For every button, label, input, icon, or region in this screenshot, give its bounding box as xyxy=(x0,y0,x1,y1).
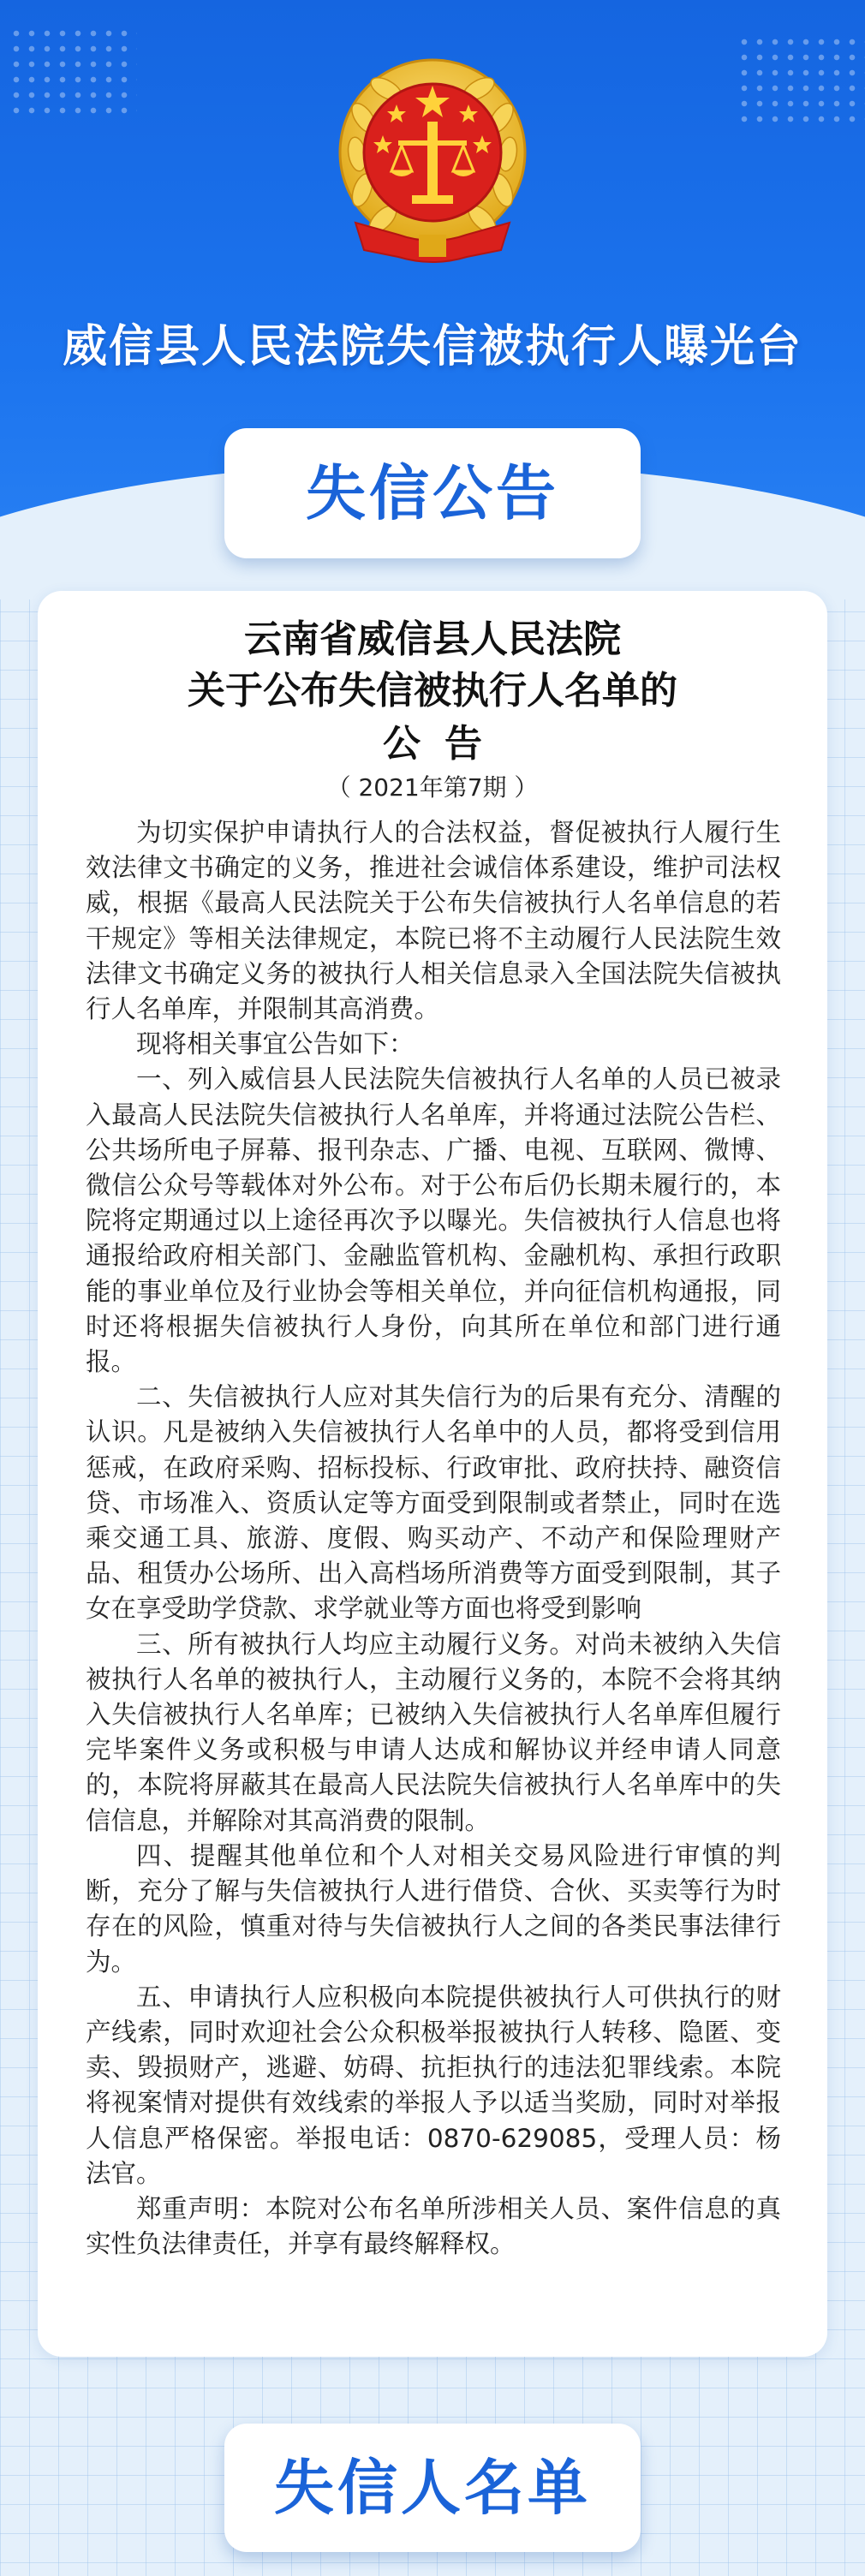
paragraph: 三、所有被执行人均应主动履行义务。对尚未被纳入失信被执行人名单的被执行人，主动履行义务的，本院不会将其纳入失信被执行人名单库；已被纳入失信被执行人名单库但履行完毕案件义务或积极与申请人达成和解协议并经申请人同意的，本院将屏蔽其在最高人民法院失信被执行人名单库中的失信信息，并解除对其高消费的限制。 xyxy=(86,1629,781,1835)
paragraph: 郑重声明：本院对公布名单所涉相关人员、案件信息的真实性负法律责任，并享有最终解释权。 xyxy=(86,2193,781,2259)
paragraph: 二、失信被执行人应对其失信行为的后果有充分、清醒的认识。凡是被纳入失信被执行人名单中的人员，都将受到信用惩戒，在政府采购、招标投标、行政审批、政府扶持、融资信贷、市场准入、资质认定等方面受到限制或者禁止，同时在选乘交通工具、旅游、度假、购买动产、不动产和保险理财产品、租赁办公场所、出入高档场所消费等方面受到限制，其子女在享受助学贷款、求学就业等方面也将受到影响 xyxy=(86,1382,781,1624)
paragraph: 为切实保护申请执行人的合法权益，督促被执行人履行生效法律文书确定的义务，推进社会诚信体系建设，维护司法权威，根据《最高人民法院关于公布失信被执行人名单信息的若干规定》等相关法律规定，本院已将不主动履行人民法院生效法律文书确定义务的被执行人相关信息录入全国法院失信被执行人名单库，并限制其高消费。 xyxy=(86,818,781,1024)
paragraph: 五、申请执行人应积极向本院提供被执行人可供执行的财产线索，同时欢迎社会公众积极举报被执行人转移、隐匿、变卖、毁损财产，逃避、妨碍、抗拒执行的违法犯罪线索。本院将视案情对提供有效线索的举报人予以适当奖励，同时对举报人信息严格保密。举报电话：0870-629085，受理人员：杨法官。 xyxy=(86,1982,781,2188)
issue-number: （ 2021年第7期 ） xyxy=(326,773,539,802)
notice-badge: 失信公告 xyxy=(224,428,641,558)
paragraph: 一、列入威信县人民法院失信被执行人名单的人员已被录入最高人民法院失信被执行人名单库，并将通过法院公告栏、公共场所电子屏幕、报刊杂志、广播、电视、互联网、微博、微信公众号等载体对外公布。对于公布后仍长期未履行的，本院将定期通过以上途径再次予以曝光。失信被执行人信息也将通报给政府相关部门、金融监管机构、金融机构、承担行政职能的事业单位及行业协会等相关单位，并向征信机构通报，同时还将根据失信被执行人身份，向其所在单位和部门进行通报。 xyxy=(86,1064,781,1377)
document-body xyxy=(86,815,781,2262)
page-title: 威信县人民法院失信被执行人曝光台 xyxy=(62,321,802,373)
decorative-dots xyxy=(9,26,137,120)
document-subject: 关于公布失信被执行人名单的 xyxy=(188,669,677,713)
names-badge: 失信人名单 xyxy=(224,2424,641,2552)
court-name: 云南省威信县人民法院 xyxy=(244,617,621,661)
paragraph: 四、提醒其他单位和个人对相关交易风险进行审慎的判断，充分了解与失信被执行人进行借贷、合伙、买卖等行为时存在的风险，慎重对待与失信被执行人之间的各类民事法律行为。 xyxy=(86,1840,781,1977)
paragraph: 现将相关事宜公告如下： xyxy=(136,1029,415,1059)
document-type: 公告 xyxy=(383,722,506,766)
notice-document xyxy=(38,591,827,2357)
decorative-dots xyxy=(737,34,865,128)
court-emblem-icon xyxy=(330,51,535,265)
